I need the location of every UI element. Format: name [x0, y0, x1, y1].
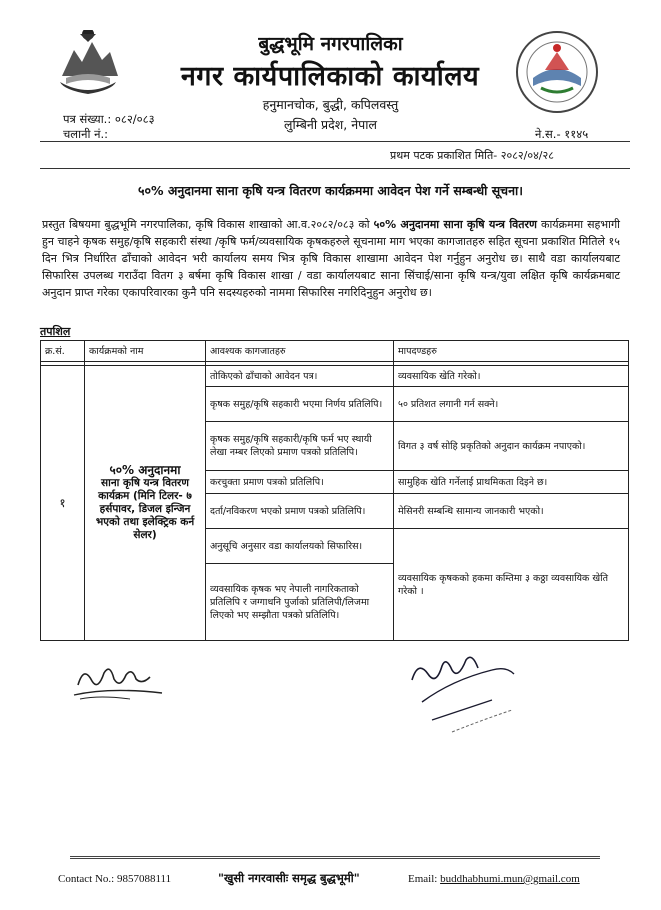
signature-left	[70, 655, 170, 705]
header-serial: क्र.सं.	[41, 341, 85, 362]
document-item: कृषक समुह/कृषि सहकारी/कृषि फर्म भए स्थायी लेखा नम्बर लिएको प्रमाण पत्रको प्रतिलिपि।	[206, 422, 394, 471]
document-item: तोकिएको ढाँचाको आवेदन पत्र।	[206, 366, 394, 387]
header-documents: आवश्यक कागजातहरु	[206, 341, 394, 362]
email-label: Email:	[408, 873, 438, 885]
date-divider	[40, 168, 630, 169]
body-bold: ५०% अनुदानमा साना कृषि यन्त्र वितरण	[373, 218, 538, 231]
contact-number: Contact No.: 9857088111	[58, 873, 172, 885]
office-title: नगर कार्यपालिकाको कार्यालय	[180, 61, 480, 92]
dispatch-number: चलानी नं.:	[63, 127, 109, 141]
header-divider	[40, 141, 630, 142]
notice-body	[42, 216, 620, 301]
header-program: कार्यक्रमको नाम	[85, 341, 206, 362]
criteria-item: सामुहिक खेति गर्नेलाई प्राथमिकता दिइने छ।	[394, 471, 629, 494]
document-item: करचुक्ता प्रमाण पत्रको प्रतिलिपि।	[206, 471, 394, 494]
criteria-item: ५० प्रतिशत लगानी गर्न सक्ने।	[394, 387, 629, 422]
table-row	[41, 366, 629, 387]
municipality-name: बुद्धभूमि नगरपालिका	[258, 33, 403, 55]
address-line-2: लुम्बिनी प्रदेश, नेपाल	[283, 117, 377, 132]
reference-number: पत्र संख्या.: ०८२/०८३	[63, 112, 155, 126]
body-part-2: कार्यक्रममा सहभागी हुन चाहने कृषक समुह/कृषि सहकारी संस्था /कृषि फर्म/व्यवसायिक कृषकहरुले सूचनामा माग भएका कागजातहरु सहित सूचना प्रकाशित मितिले १५ दिन भित्र निर्धारित ढाँचाको आवेदन भरी कार्यालय समय भित्र कृषि विकास शाखामा आवेदन पेश गर्नुहुन अनुरोध छ। साथै वडा कार्यालयबाट सिफारिस उपलब्ध गराउँदा वितग ३ बर्षमा कृषि विकास शाखा / वडा कार्यालयबाट साना सिंचाई/साना कृषि यन्त्र/युवा लक्षित कृषि कार्यक्रमबाट अनुदान प्राप्त गरेका एकापरिवारका कुनै पनि सदस्यहरुको नाममा सिफारिस नगरिदिनुहुन अनुरोध छ।	[42, 218, 621, 299]
document-item: कृषक समुह/कृषि सहकारी भएमा निर्णय प्रतिलिपि।	[206, 387, 394, 422]
criteria-item: विगत ३ वर्ष सोहि प्रकृतिको अनुदान कार्यक्रम नपाएको।	[394, 422, 629, 471]
program-title: ५०% अनुदानमा	[109, 463, 181, 477]
criteria-item: व्यवसायिक कृषकको हकमा कम्तिमा ३ कठ्ठा व्यवसायिक खेति गरेको ।	[394, 529, 629, 641]
details-table	[40, 340, 629, 641]
criteria-item: व्यवसायिक खेति गरेको।	[394, 366, 629, 387]
body-part-1: प्रस्तुत बिषयमा बुद्धभूमि नगरपालिका, कृषि विकास शाखाको आ.व.२०८२/०८३ को	[42, 218, 374, 231]
program-name	[85, 366, 206, 641]
notice-subject: ५०% अनुदानमा साना कृषि यन्त्र वितरण कार्यक्रममा आवेदन पेश गर्ने सम्बन्धी सूचना।	[137, 183, 524, 198]
serial-number: १	[41, 366, 85, 641]
document-item: अनुसूचि अनुसार वडा कार्यालयको सिफारिस।	[206, 529, 394, 564]
published-date: प्रथम पटक प्रकाशित मिति- २०८२/०४/२८	[390, 149, 554, 162]
footer-divider	[70, 856, 600, 859]
program-description: साना कृषि यन्त्र वितरण कार्यक्रम (मिनि टिलर- ७ हर्सपावर, डिजल इन्जिन भएको तथा इलेक्ट्रिक कर्न सेलर)	[95, 477, 195, 541]
schedule-label: तपशिल	[40, 325, 71, 338]
municipality-slogan: "खुसी नगरवासीः समृद्ध बुद्धभूमी"	[218, 871, 360, 885]
table-header-row	[41, 341, 629, 362]
criteria-item: मेसिनरी सम्बन्धि सामान्य जानकारी भएको।	[394, 494, 629, 529]
document-item: व्यवसायिक कृषक भए नेपाली नागरिकताको प्रतिलिपि र जग्गाधनि पुर्जाको प्रतिलिपी/लिजमा लिएको भए सम्झौता पत्रको प्रतिलिपि।	[206, 564, 394, 641]
email-link[interactable]: buddhabhumi.mun@gmail.com	[440, 873, 580, 885]
address-line-1: हनुमानचोक, बुद्धी, कपिलवस्तु	[262, 97, 399, 112]
nepal-sambat-year: ने.स.- ११४५	[535, 127, 589, 141]
document-item: दर्ता/नविकरण भएको प्रमाण पत्रको प्रतिलिपि।	[206, 494, 394, 529]
header-criteria: मापदण्डहरु	[394, 341, 629, 362]
email-block	[408, 873, 580, 885]
signature-with-stamp	[402, 640, 522, 738]
